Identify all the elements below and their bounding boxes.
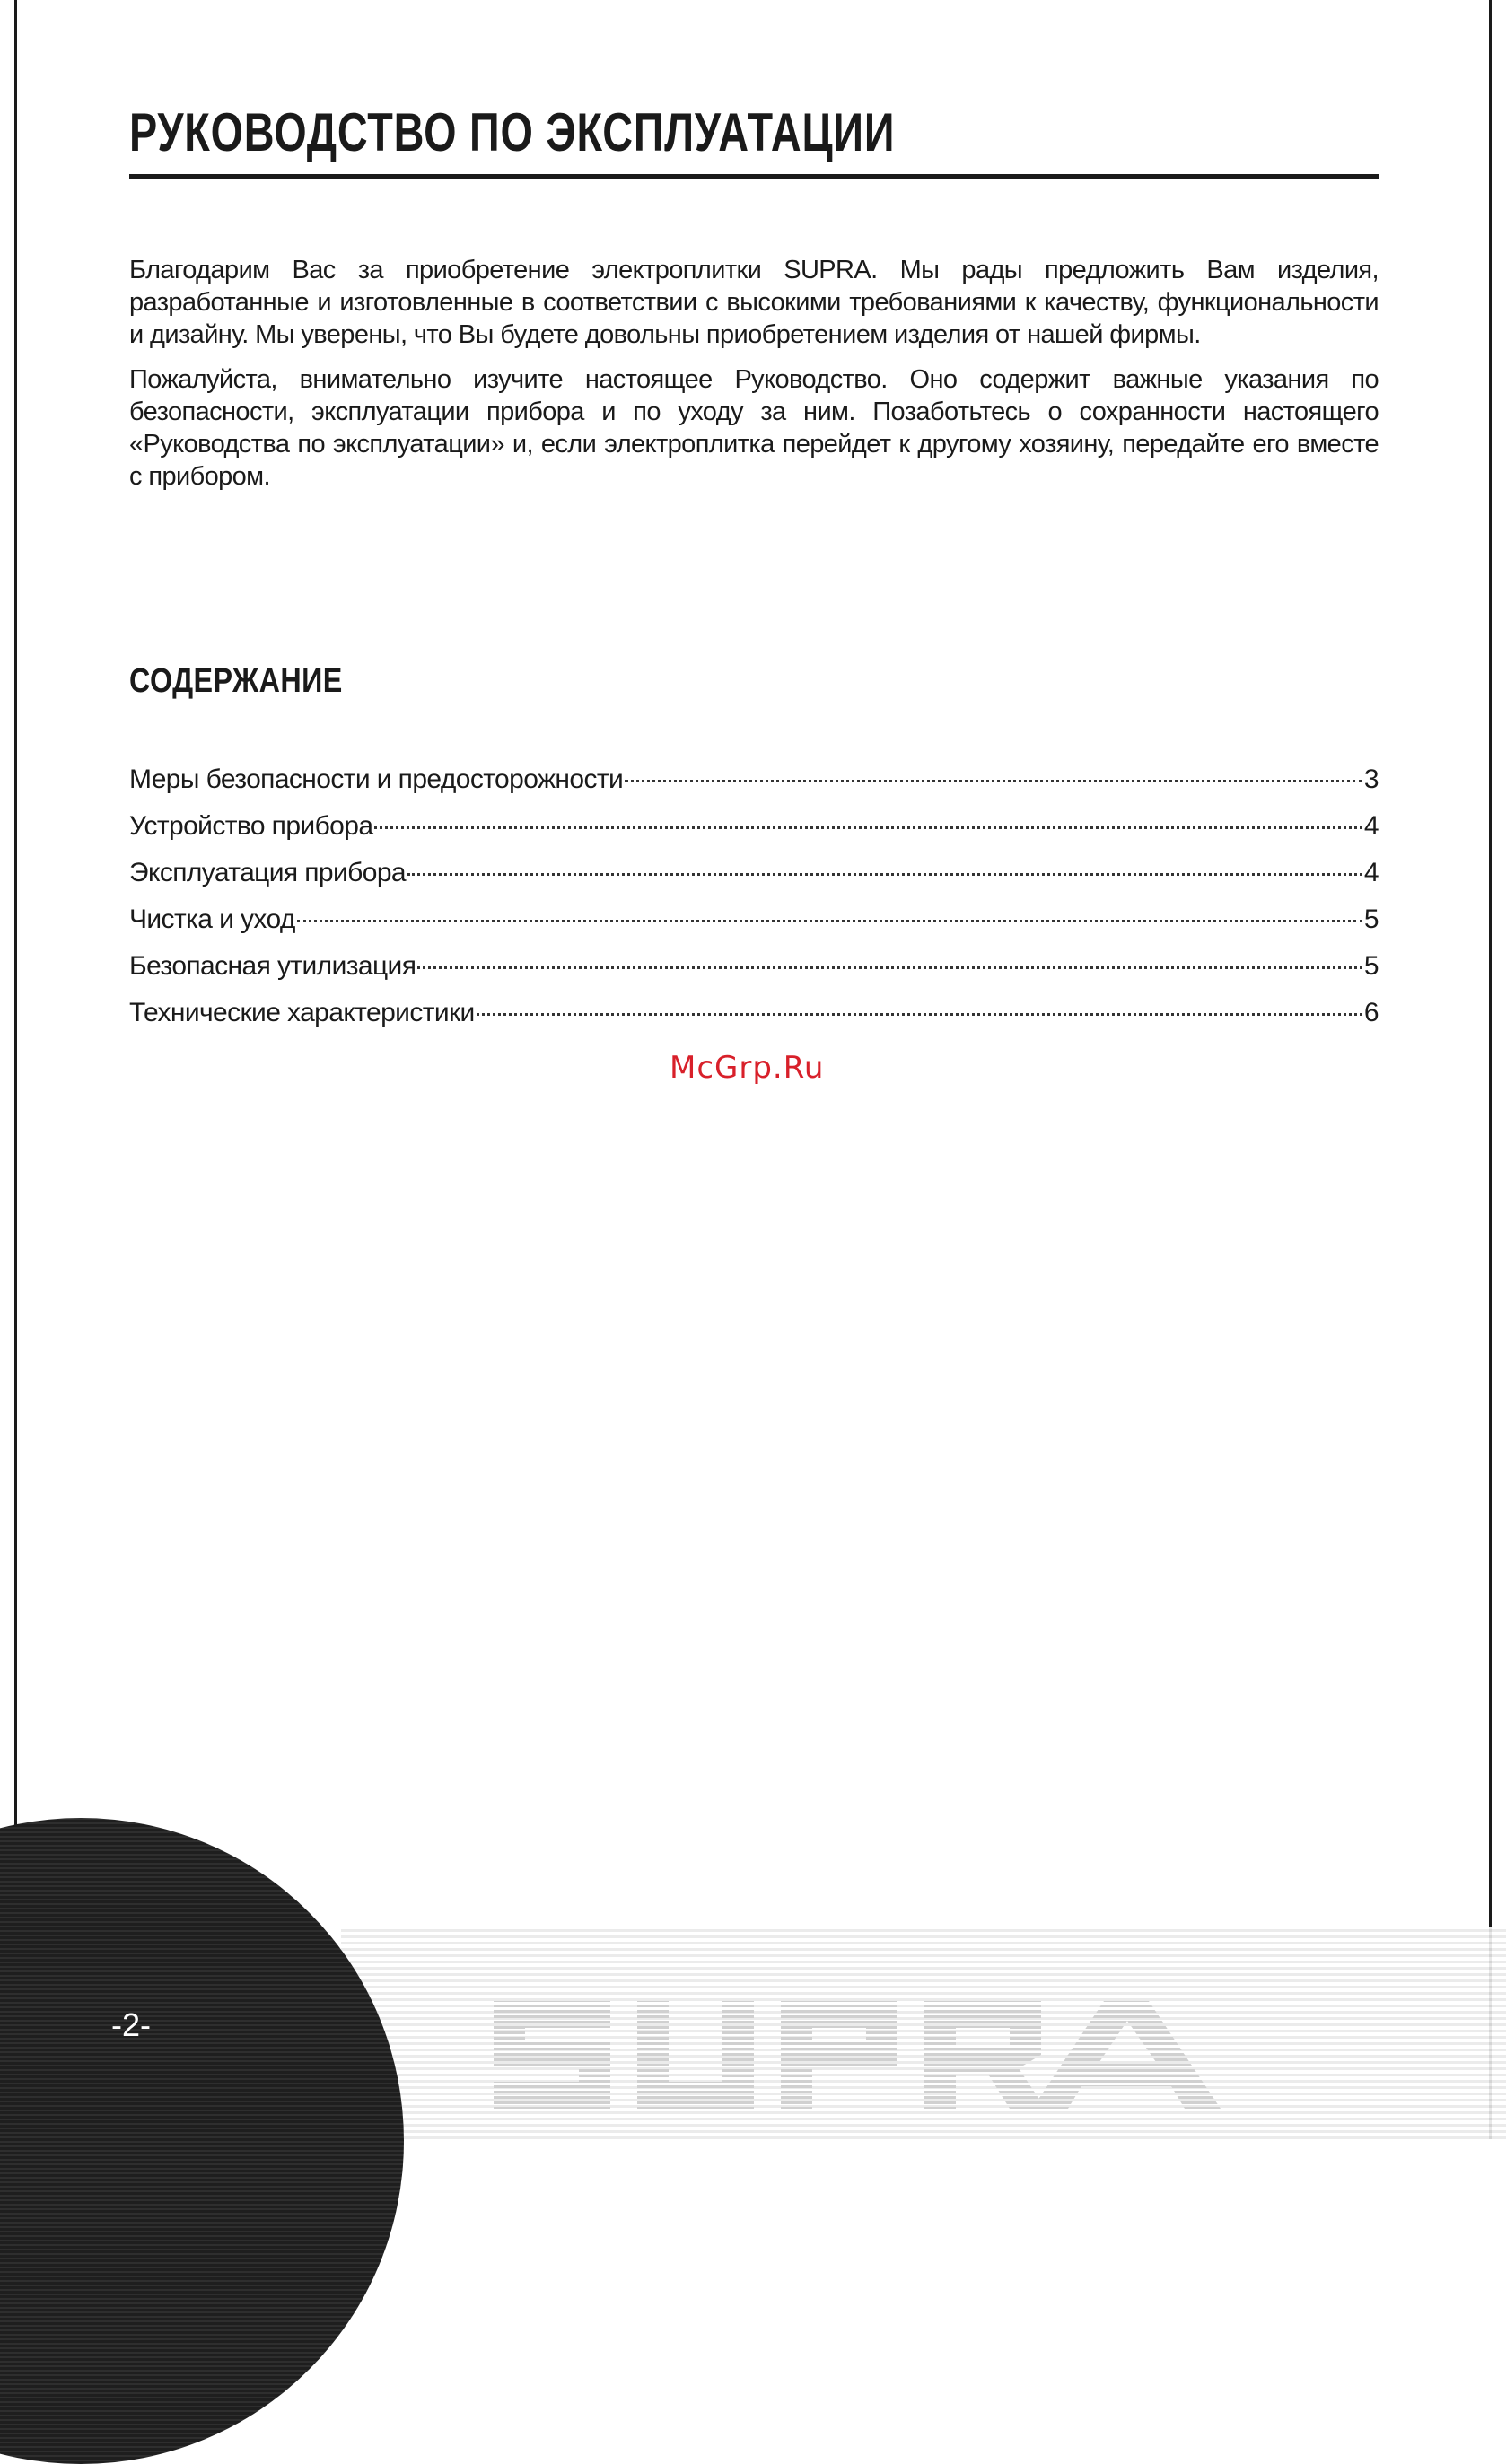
page-number: -2- [111, 2006, 151, 2043]
contents-heading: СОДЕРЖАНИЕ [129, 662, 343, 700]
table-of-contents [129, 765, 1379, 1044]
toc-item-label: Чистка и уход [129, 904, 295, 934]
toc-item-page: 6 [1363, 998, 1379, 1027]
page-title: РУКОВОДСТВО ПО ЭКСПЛУАТАЦИИ [129, 102, 896, 162]
brand-logo [485, 1983, 1292, 2118]
toc-item[interactable] [129, 858, 1379, 904]
toc-item[interactable] [129, 811, 1379, 858]
toc-item-label: Меры безопасности и предосторожности [129, 765, 624, 794]
toc-leader-dots [297, 920, 1362, 922]
watermark-link[interactable]: McGrp.Ru [670, 1050, 825, 1086]
toc-item[interactable] [129, 904, 1379, 951]
toc-item[interactable] [129, 951, 1379, 998]
toc-leader-dots [407, 873, 1362, 876]
toc-leader-dots [417, 966, 1362, 969]
intro-paragraph: Благодарим Вас за приобретение электроплитки SUPRA. Мы рады предложить Вам изделия, разработанные и изготовленные в соответствии с высокими требованиями к качеству, функциональности и дизайну. Мы уверены, что Вы будете довольны приобретением изделия от нашей фирмы. [129, 256, 1379, 349]
toc-item-page: 5 [1363, 904, 1379, 934]
toc-item-label: Эксплуатация прибора [129, 858, 406, 887]
toc-item[interactable] [129, 998, 1379, 1044]
toc-item-page: 3 [1363, 765, 1379, 794]
title-underline [129, 174, 1379, 179]
toc-item-page: 4 [1363, 811, 1379, 841]
toc-item-label: Безопасная утилизация [129, 951, 416, 981]
toc-leader-dots [374, 826, 1362, 829]
toc-item-label: Устройство прибора [129, 811, 373, 841]
toc-leader-dots [625, 780, 1362, 782]
toc-item[interactable] [129, 765, 1379, 811]
toc-item-label: Технические характеристики [129, 998, 475, 1027]
toc-leader-dots [477, 1013, 1362, 1016]
toc-item-page: 4 [1363, 858, 1379, 887]
intro-paragraph: Пожалуйста, внимательно изучите настоящее Руководство. Оно содержит важные указания по безопасности, эксплуатации прибора и по уходу за ним. Позаботьтесь о сохранности настоящего «Руководства по эксплуатации» и, если электроплитка перейдет к другому хозяину, передайте его вместе с прибором. [129, 365, 1379, 491]
toc-item-page: 5 [1363, 951, 1379, 981]
